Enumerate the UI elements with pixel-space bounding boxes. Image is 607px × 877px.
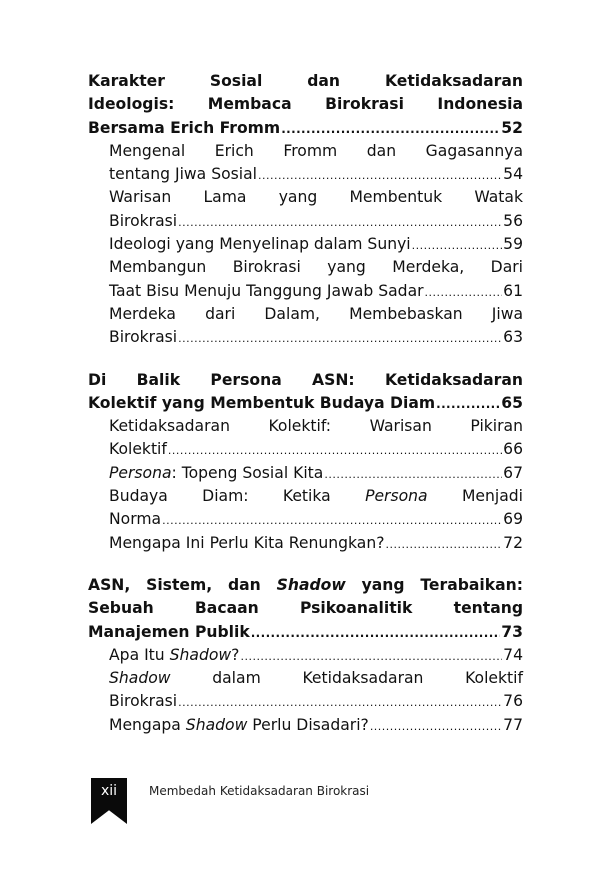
page-number: 59 bbox=[503, 235, 523, 254]
section-title-line: Merdeka dari Dalam, Membebaskan Jiwa bbox=[109, 304, 523, 323]
chapter-title-line: Ideologis: Membaca Birokrasi Indonesia bbox=[88, 95, 523, 114]
page-footer bbox=[91, 778, 531, 826]
page-number: 76 bbox=[503, 692, 523, 711]
dot-leader bbox=[240, 644, 502, 667]
page-number: 52 bbox=[501, 118, 523, 137]
section-title-last bbox=[109, 644, 239, 667]
dot-leader bbox=[162, 508, 502, 531]
toc-entry-section[interactable] bbox=[88, 690, 523, 713]
section-title-last: Mengapa Ini Perlu Kita Renungkan? bbox=[109, 533, 385, 552]
section-title-line: Membangun Birokrasi yang Merdeka, Dari bbox=[109, 258, 523, 277]
page-number: 61 bbox=[503, 281, 523, 300]
page-number: 56 bbox=[503, 211, 523, 230]
dot-leader bbox=[412, 233, 503, 256]
toc-chapter bbox=[88, 369, 523, 555]
italic-term: Persona bbox=[109, 463, 172, 482]
section-title-last: Ideologi yang Menyelinap dalam Sunyi bbox=[109, 235, 411, 254]
dot-leader bbox=[425, 280, 503, 303]
dot-leader bbox=[258, 163, 502, 186]
section-title-last: Birokrasi bbox=[109, 211, 178, 230]
dot-leader bbox=[178, 326, 502, 349]
italic-term: Shadow bbox=[276, 575, 346, 594]
toc-entry-section[interactable] bbox=[88, 210, 523, 233]
chapter-title-line: Karakter Sosial dan Ketidaksadaran bbox=[88, 72, 523, 90]
text-segment: ASN, Sistem, dan bbox=[88, 575, 277, 594]
section-title-last: Norma bbox=[109, 510, 162, 529]
section-title-last: tentang Jiwa Sosial bbox=[109, 165, 257, 184]
toc-entry-section[interactable] bbox=[88, 233, 523, 256]
text-segment: Mengapa bbox=[109, 715, 186, 734]
dot-leader bbox=[178, 210, 502, 233]
text-segment: ? bbox=[231, 645, 240, 664]
page-number: 66 bbox=[503, 440, 523, 459]
text-segment: yang Terabaikan: bbox=[345, 575, 523, 594]
toc-chapter bbox=[88, 70, 523, 350]
toc-entry-chapter[interactable] bbox=[88, 117, 523, 140]
italic-term: Shadow bbox=[109, 669, 171, 688]
section-title-line: Mengenal Erich Fromm dan Gagasannya bbox=[109, 141, 523, 160]
section-title-rest: : Topeng Sosial Kita bbox=[171, 463, 324, 482]
page-number: 74 bbox=[503, 645, 523, 664]
italic-term: Shadow bbox=[185, 715, 248, 734]
toc-entry-chapter[interactable] bbox=[88, 392, 523, 415]
toc-entry-section[interactable] bbox=[88, 438, 523, 461]
table-of-contents bbox=[88, 70, 523, 756]
page-number: 72 bbox=[503, 533, 523, 552]
toc-entry-section[interactable] bbox=[88, 714, 523, 737]
toc-entry-section[interactable] bbox=[88, 462, 523, 485]
page-number: 77 bbox=[503, 715, 523, 734]
text-segment: Perlu Disadari? bbox=[247, 715, 369, 734]
section-title-line: Warisan Lama yang Membentuk Watak bbox=[109, 188, 523, 207]
chapter-title-last: Kolektif yang Membentuk Budaya Diam bbox=[88, 393, 436, 412]
toc-entry-section[interactable] bbox=[88, 508, 523, 531]
toc-entry-section[interactable] bbox=[88, 644, 523, 667]
page-number: 63 bbox=[503, 328, 523, 347]
toc-entry-section[interactable] bbox=[88, 532, 523, 555]
toc-chapter bbox=[88, 574, 523, 737]
page-number: 54 bbox=[503, 165, 523, 184]
section-title-line bbox=[88, 667, 523, 690]
section-title-last: Taat Bisu Menuju Tanggung Jawab Sadar bbox=[109, 281, 424, 300]
running-head: Membedah Ketidaksadaran Birokrasi bbox=[149, 784, 370, 798]
toc-entry-chapter[interactable] bbox=[88, 621, 523, 644]
text-segment: dalam Ketidaksadaran Kolektif bbox=[170, 669, 523, 688]
chapter-title-last: Manajemen Publik bbox=[88, 622, 250, 641]
section-title-last bbox=[109, 714, 369, 737]
section-title-line bbox=[88, 485, 523, 508]
toc-entry-section[interactable] bbox=[88, 280, 523, 303]
section-title-last: Birokrasi bbox=[109, 692, 178, 711]
dot-leader bbox=[436, 392, 500, 415]
dot-leader bbox=[251, 621, 501, 644]
dot-leader bbox=[324, 462, 502, 485]
section-title-last bbox=[109, 462, 323, 485]
dot-leader bbox=[370, 714, 502, 737]
chapter-title-last: Bersama Erich Fromm bbox=[88, 118, 281, 137]
section-title-line: Ketidaksadaran Kolektif: Warisan Pikiran bbox=[109, 417, 523, 436]
chapter-title-line: Sebuah Bacaan Psikoanalitik tentang bbox=[88, 599, 523, 618]
page-number: 67 bbox=[503, 463, 523, 482]
section-title-last: Birokrasi bbox=[109, 328, 178, 347]
italic-term: Persona bbox=[365, 487, 428, 506]
chapter-title-line: Di Balik Persona ASN: Ketidaksadaran bbox=[88, 370, 523, 389]
dot-leader bbox=[178, 690, 502, 713]
text-segment: Menjadi bbox=[427, 487, 523, 506]
page-number: 69 bbox=[503, 510, 523, 529]
text-segment: Apa Itu bbox=[109, 645, 170, 664]
toc-entry-section[interactable] bbox=[88, 326, 523, 349]
page-number: 73 bbox=[501, 622, 523, 641]
text-segment: Budaya Diam: Ketika bbox=[109, 487, 366, 506]
dot-leader bbox=[168, 438, 502, 461]
section-title-last: Kolektif bbox=[109, 440, 167, 459]
italic-term: Shadow bbox=[169, 645, 232, 664]
dot-leader bbox=[281, 117, 500, 140]
chapter-title-line bbox=[88, 574, 523, 597]
dot-leader bbox=[386, 532, 503, 555]
page-folio: xii bbox=[100, 783, 118, 799]
toc-entry-section[interactable] bbox=[88, 163, 523, 186]
page-number: 65 bbox=[501, 393, 523, 412]
